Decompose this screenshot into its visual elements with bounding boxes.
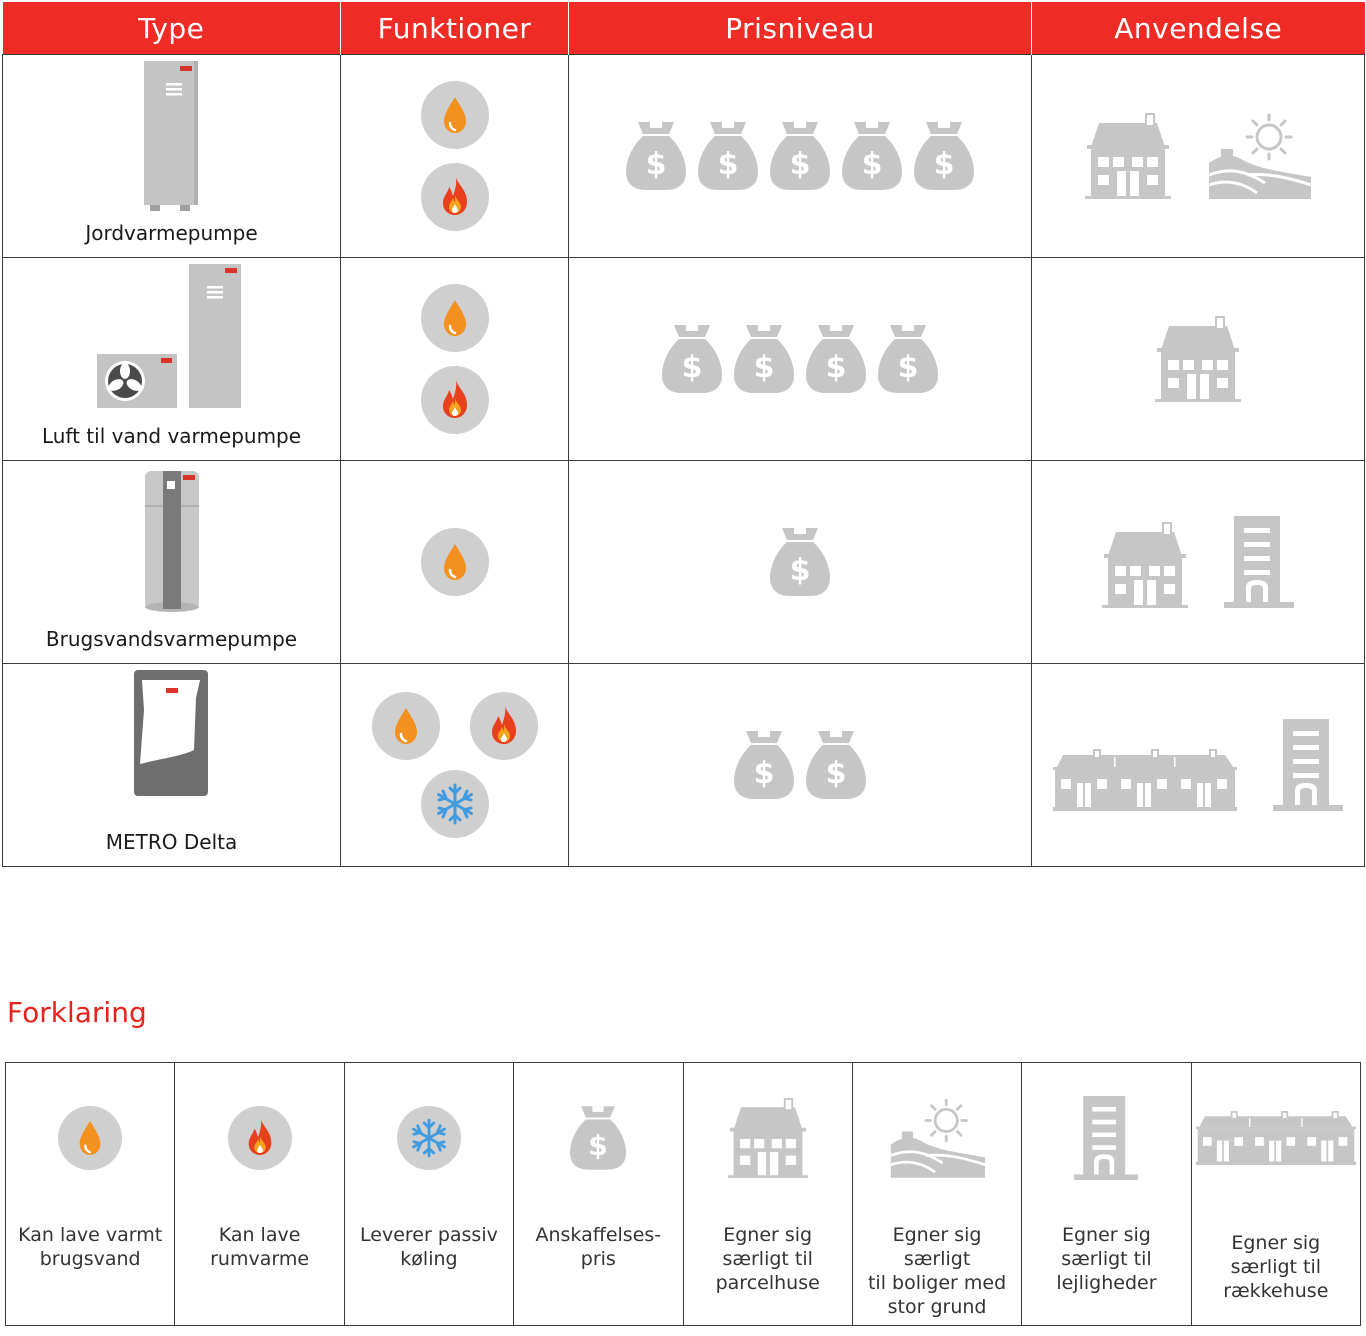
money-bag-icon [734,323,794,395]
water-drop-icon [421,528,489,596]
legend-text: Egner sig særligt til boliger med stor grund [867,1224,1007,1318]
money-bag-icon [842,120,902,192]
metro-delta-image [3,670,340,826]
type-label: Brugsvandsvarmepumpe [45,627,298,651]
apartment-building-icon [1074,1096,1138,1180]
table-row [3,664,1365,867]
water-drop-icon [421,284,489,352]
money-bag-icon [698,120,758,192]
price-level [569,323,1031,395]
flame-icon [470,692,538,760]
flame-icon [421,163,489,231]
money-bag-icon [806,323,866,395]
legend-item [1192,1063,1360,1325]
header-funktioner: Funktioner [341,2,569,55]
price-level [569,526,1031,598]
flame-icon [228,1106,292,1170]
header-type: Type [3,2,341,55]
ground-heat-pump-image [3,61,340,217]
money-bag-icon [806,729,866,801]
legend [5,1062,1361,1326]
legend-item [175,1063,344,1325]
legend-text: Egner sig særligt til lejligheder [1056,1224,1157,1294]
legend-title: Forklaring [7,996,147,1029]
flame-icon [421,366,489,434]
price-level [569,120,1031,192]
money-bag-icon [734,729,794,801]
house-icon [728,1098,808,1178]
table-row [3,258,1365,461]
money-bag-icon [878,323,938,395]
header-prisniveau: Prisniveau [569,2,1032,55]
apartment-building-icon [1224,516,1294,608]
legend-text: Kan lave rumvarme [210,1224,310,1270]
money-bag-icon [770,526,830,598]
money-bag-icon [626,120,686,192]
type-label: Luft til vand varmepumpe [41,424,302,448]
farmland-sun-icon [1207,113,1311,199]
row-houses-icon [1053,749,1237,811]
legend-item [1022,1063,1191,1325]
water-drop-icon [372,692,440,760]
house-icon [1085,113,1171,199]
money-bag-icon [914,120,974,192]
snowflake-icon [397,1106,461,1170]
table-row [3,461,1365,664]
water-drop-icon [421,81,489,149]
farmland-sun-icon [889,1098,985,1178]
money-bag-icon [662,323,722,395]
legend-item [684,1063,853,1325]
price-level [569,729,1031,801]
table-row [3,55,1365,258]
domestic-hot-water-heat-pump-image [3,467,340,623]
comparison-table [2,2,1364,867]
legend-text: Egner sig særligt til parcelhuse [715,1224,820,1294]
legend-item [6,1063,175,1325]
legend-text: Anskaffelses- pris [535,1224,662,1270]
type-label: METRO Delta [105,830,238,854]
legend-item [853,1063,1022,1325]
legend-text: Kan lave varmt brugsvand [18,1224,163,1270]
apartment-building-icon [1273,719,1343,811]
legend-item [345,1063,514,1325]
water-drop-icon [58,1106,122,1170]
row-houses-icon [1196,1111,1356,1165]
header-anvendelse: Anvendelse [1032,2,1365,55]
money-bag-icon [770,120,830,192]
money-bag-icon [570,1104,626,1172]
legend-item [514,1063,683,1325]
air-to-water-heat-pump-image [3,264,340,420]
house-icon [1155,316,1241,402]
legend-text: Egner sig særligt til rækkehuse [1223,1232,1329,1302]
table-header-row [3,2,1365,55]
house-icon [1102,522,1188,608]
snowflake-icon [421,770,489,838]
legend-text: Leverer passiv køling [360,1224,498,1270]
type-label: Jordvarmepumpe [85,221,258,245]
